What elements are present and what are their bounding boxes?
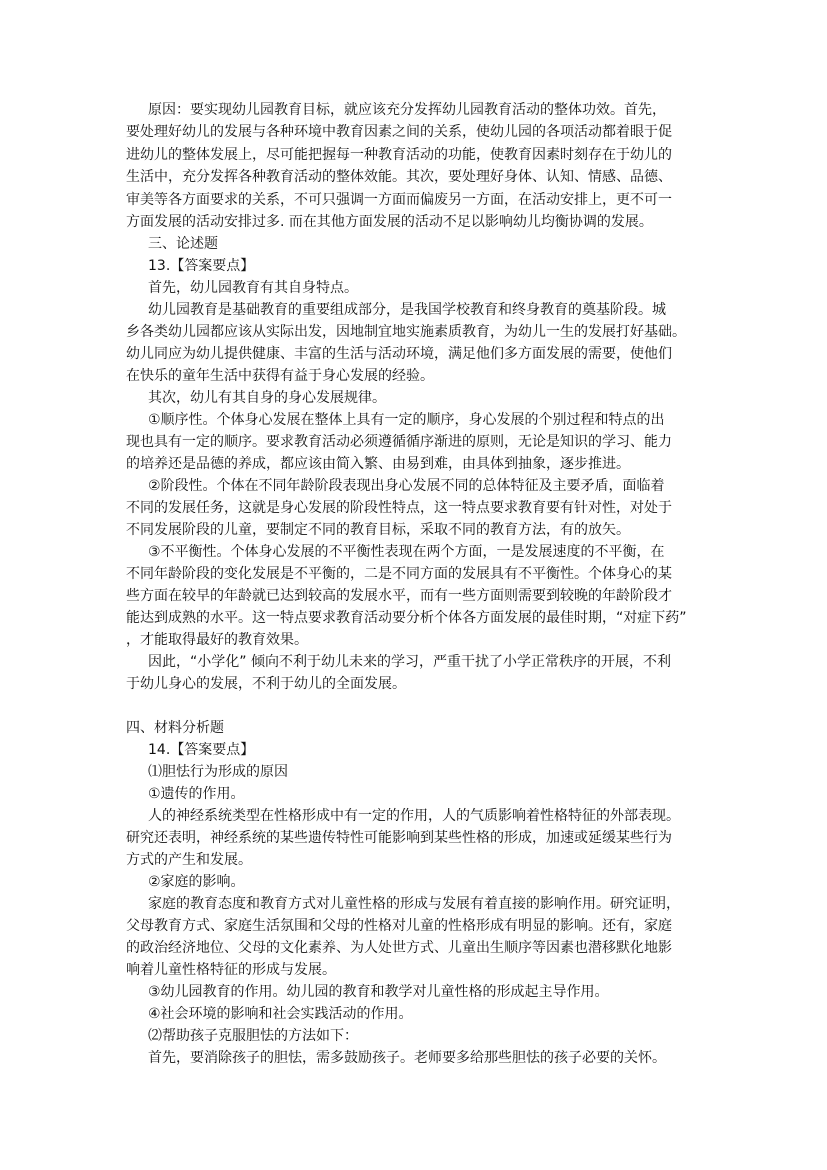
text-line: ①顺序性。个体身心发展在整体上具有一定的顺序，身心发展的个别过程和特点的出 xyxy=(148,412,665,428)
text-line: 在快乐的童年生活中获得有益于身心发展的经验。 xyxy=(126,368,434,384)
text-line: 父母教育方式、家庭生活氛围和父母的性格对儿童的性格形成有明显的影响。还有，家庭 xyxy=(126,918,672,934)
text-line: 人的神经系统类型在性格形成中有一定的作用，人的气质影响着性格特征的外部表现。 xyxy=(148,808,680,824)
text-line: 不同年龄阶段的变化发展是不平衡的，二是不同方面的发展具有不平衡性。个体身心的某 xyxy=(126,566,672,582)
text-line: 审美等各方面要求的关系，不可只强调一方面而偏废另一方面，在活动安排上，更不可一 xyxy=(126,192,672,208)
text-line: 方面发展的活动安排过多. 而在其他方面发展的活动不足以影响幼儿均衡协调的发展。 xyxy=(126,214,653,230)
text-line: 研究还表明，神经系统的某些遗传特性可能影响到某些性格的形成，加速或延缓某些行为 xyxy=(126,830,672,846)
text-line: ，才能取得最好的教育效果。 xyxy=(126,632,308,648)
text-line: 的培养还是品德的养成，都应该由简入繁、由易到难，由具体到抽象，逐步推进。 xyxy=(126,456,630,472)
section-heading: 四、材料分析题 xyxy=(126,720,224,736)
text-line: 乡各类幼儿园都应该从实际出发，因地制宜地实施素质教育，为幼儿一生的发展打好基础。 xyxy=(126,324,686,340)
text-line: 进幼儿的整体发展上，尽可能把握每一种教育活动的功能，使教育因素时刻存在于幼儿的 xyxy=(126,147,672,163)
text-line: ③幼儿园教育的作用。幼儿园的教育和教学对儿童性格的形成起主导作用。 xyxy=(148,984,609,1000)
text-line: 原因：要实现幼儿园教育目标，就应该充分发挥幼儿园教育活动的整体功效。首先， xyxy=(148,102,666,118)
text-line: ④社会环境的影响和社会实践活动的作用。 xyxy=(148,1006,413,1022)
text-line: 要处理好幼儿的发展与各种环境中教育因素之间的关系，使幼儿园的各项活动都着眼于促 xyxy=(126,124,672,140)
text-line: 些方面在较早的年龄就已达到较高的发展水平，而有一些方面则需要到较晚的年龄阶段才 xyxy=(126,588,672,604)
text-line: ②家庭的影响。 xyxy=(148,874,245,890)
text-line: 现也具有一定的顺序。要求教育活动必须遵循循序渐进的原则，无论是知识的学习、能力 xyxy=(126,434,672,450)
text-line: 家庭的教育态度和教育方式对儿童性格的形成与发展有着直接的影响作用。研究证明， xyxy=(148,896,680,912)
text-line: 响着儿童性格特征的形成与发展。 xyxy=(126,962,336,978)
answer-heading: 14.【答案要点】 xyxy=(148,742,255,758)
text-line: 因此，“小学化” 倾向不利于幼儿未来的学习，严重干扰了小学正常秩序的开展，不利 xyxy=(148,654,671,670)
text-line: 其次，幼儿有其自身的身心发展规律。 xyxy=(148,390,386,406)
section-heading: 三、论述题 xyxy=(148,236,218,252)
text-line: 首先，幼儿园教育有其自身特点。 xyxy=(148,280,358,296)
text-line: 的政治经济地位、父母的文化素养、为人处世方式、儿童出生顺序等因素也潜移默化地影 xyxy=(126,940,672,956)
text-line: 首先，要消除孩子的胆怯，需多鼓励孩子。老师要多给那些胆怯的孩子必要的关怀。 xyxy=(148,1050,666,1066)
text-line: 于幼儿身心的发展，不利于幼儿的全面发展。 xyxy=(126,676,406,692)
text-line: ⑴胆怯行为形成的原因 xyxy=(148,764,288,780)
text-line: 方式的产生和发展。 xyxy=(126,852,252,868)
answer-heading: 13.【答案要点】 xyxy=(148,258,255,274)
text-line: 幼儿同应为幼儿提供健康、丰富的生活与活动环境，满足他们多方面发展的需要，使他们 xyxy=(126,346,672,362)
text-line: ⑵帮助孩子克服胆怯的方法如下： xyxy=(148,1028,358,1044)
text-line: 生活中，充分发挥各种教育活动的整体效能。其次，要处理好身体、认知、情感、品德、 xyxy=(126,169,672,185)
text-line: 幼儿园教育是基础教育的重要组成部分，是我国学校教育和终身教育的奠基阶段。城 xyxy=(148,302,666,318)
text-line: 不同的发展任务，这就是身心发展的阶段性特点，这一特点要求教育要有针对性，对处于 xyxy=(126,500,672,516)
text-line: 能达到成熟的水平。这一特点要求教育活动要分析个体各方面发展的最佳时期，“对症下药” xyxy=(126,610,687,626)
text-line: ②阶段性。个体在不同年龄阶段表现出身心发展不同的总体特征及主要矛盾，面临着 xyxy=(148,478,665,494)
text-line: 不同发展阶段的儿童，要制定不同的教育目标，采取不同的教育方法，有的放矢。 xyxy=(126,522,630,538)
text-line: ①遗传的作用。 xyxy=(148,786,245,802)
text-line: ③不平衡性。个体身心发展的不平衡性表现在两个方面，一是发展速度的不平衡，在 xyxy=(148,544,665,560)
